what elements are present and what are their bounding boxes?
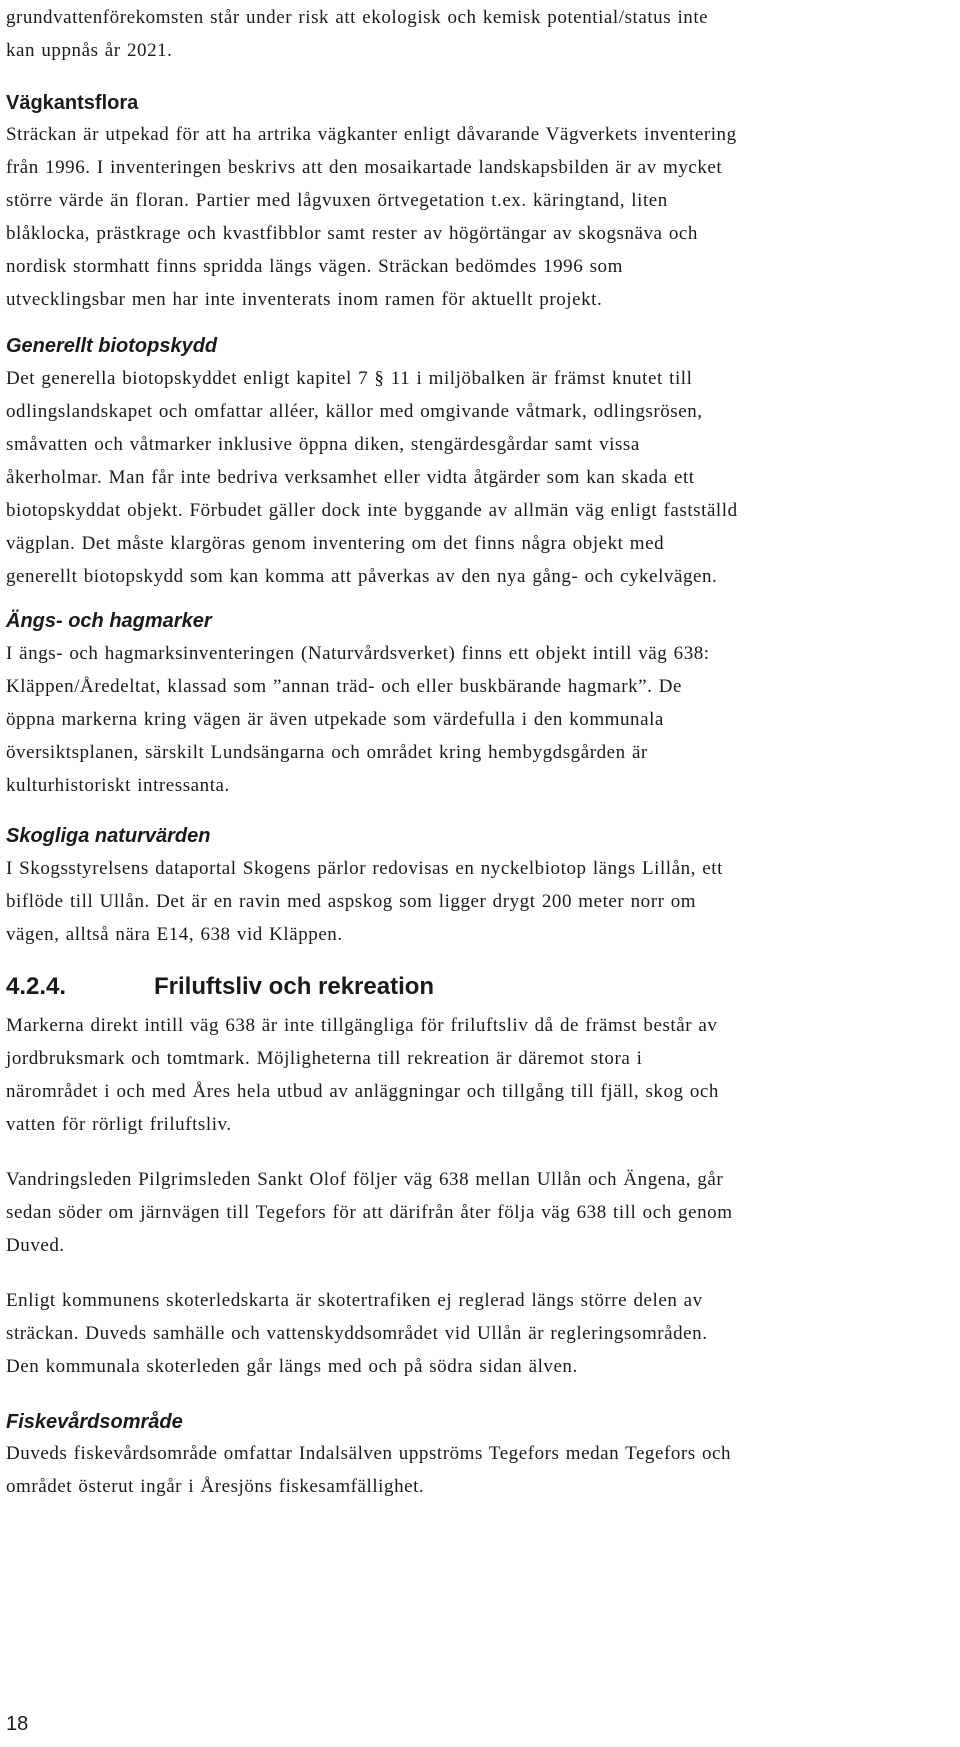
heading-fiskevard: Fiskevårdsområde xyxy=(6,1411,183,1433)
paragraph-hagmarker: I ängs- och hagmarksinventeringen (Naturvårdsverket) finns ett objekt intill väg 638: Kläppen/Åredeltat, klassad som ”annan träd- och eller buskbärande hagmark”. De öppna markerna kring vägen är även utpekade som värdefulla i den kommunala översiktsplanen, särskilt Lundsängarna och området kring hembygdsgården är kulturhistoriskt intressanta. xyxy=(6,643,710,796)
section-number: 4.2.4. xyxy=(6,973,67,1000)
heading-biotopskydd: Generellt biotopskydd xyxy=(6,335,218,357)
paragraph-friluftsliv-1: Markerna direkt intill väg 638 är inte tillgängliga för friluftsliv då de främst består av jordbruksmark och tomtmark. Möjligheterna till rekreation är däremot stora i närområdet i och med Åres hela utbud av anläggningar och tillgång till fjäll, skog och vatten för rörligt friluftsliv. xyxy=(6,1015,719,1135)
paragraph-friluftsliv-3: Enligt kommunens skoterledskarta är skotertrafiken ej reglerad längs större delen av sträckan. Duveds samhälle och vattenskyddsområdet vid Ullån är regleringsområden. Den kommunala skoterleden går längs med och på södra sidan älven. xyxy=(6,1290,708,1377)
section-title: Friluftsliv och rekreation xyxy=(154,973,435,1000)
paragraph-biotopskydd: Det generella biotopskyddet enligt kapitel 7 § 11 i miljöbalken är främst knutet till odlingslandskapet och omfattar alléer, källor med omgivande våtmark, odlingsrösen, småvatten och våtmarker inklusive öppna diken, stengärdesgårdar samt vissa åkerholmar. Man får inte bedriva verksamhet eller vidta åtgärder som kan skada ett biotopskyddat objekt. Förbudet gäller dock inte byggande av allmän väg enligt fastställd vägplan. Det måste klargöras genom inventering om det finns några objekt med generellt biotopskydd som kan komma att påverkas av den nya gång- och cykelvägen. xyxy=(6,368,738,587)
intro-paragraph: grundvattenförekomsten står under risk att ekologisk och kemisk potential/status inte kan uppnås år 2021. xyxy=(6,7,709,61)
intro-block xyxy=(6,1,960,67)
paragraph-skogliga: I Skogsstyrelsens dataportal Skogens pärlor redovisas en nyckelbiotop längs Lillån, ett biflöde till Ullån. Det är en ravin med aspskog som ligger drygt 200 meter norr om vägen, alltså nära E14, 638 vid Kläppen. xyxy=(6,858,723,945)
section-skogliga xyxy=(6,823,960,951)
section-vagkantsflora xyxy=(6,90,960,316)
page-number: 18 xyxy=(6,1713,29,1735)
heading-skogliga: Skogliga naturvärden xyxy=(6,825,211,847)
section-hagmarker xyxy=(6,608,960,802)
section-fiskevard xyxy=(6,1409,960,1503)
section-biotopskydd xyxy=(6,333,960,593)
paragraph-friluftsliv-2: Vandringsleden Pilgrimsleden Sankt Olof följer väg 638 mellan Ullån och Ängena, går sedan söder om järnvägen till Tegefors för att därifrån åter följa väg 638 till och genom Duved. xyxy=(6,1169,733,1256)
heading-hagmarker: Ängs- och hagmarker xyxy=(6,610,212,632)
heading-friluftsliv xyxy=(6,972,960,1002)
paragraph-vagkantsflora: Sträckan är utpekad för att ha artrika vägkanter enligt dåvarande Vägverkets inventering från 1996. I inventeringen beskrivs att den mosaikartade landskapsbilden är av mycket större värde än floran. Partier med lågvuxen örtvegetation t.ex. käringtand, liten blåklocka, prästkrage och kvastfibblor samt rester av högörtängar av skogsnäva och nordisk stormhatt finns spridda längs vägen. Sträckan bedömdes 1996 som utvecklingsbar men har inte inventerats inom ramen för aktuellt projekt. xyxy=(6,124,737,310)
paragraph-fiskevard: Duveds fiskevårdsområde omfattar Indalsälven uppströms Tegefors medan Tegefors och området österut ingår i Åresjöns fiskesamfällighet. xyxy=(6,1443,732,1497)
heading-vagkantsflora: Vägkantsflora xyxy=(6,92,139,114)
section-friluftsliv xyxy=(6,972,960,1383)
